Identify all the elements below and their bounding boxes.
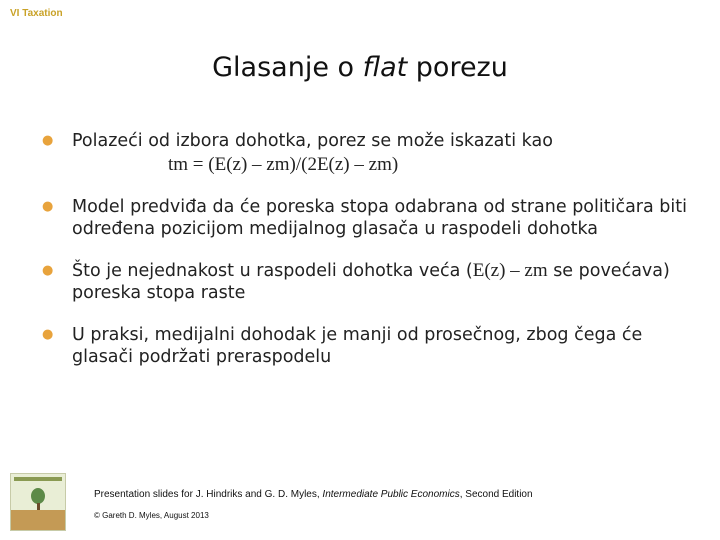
bullet-item — [40, 196, 700, 240]
credit-book: Intermediate Public Economics — [322, 489, 460, 500]
cover-ground — [11, 510, 65, 530]
bullet-text-after: se povećava) poreska stopa raste — [72, 261, 670, 303]
cover-tree — [31, 488, 45, 504]
bullet-dot-icon: ● — [42, 199, 54, 214]
section-tag: VI Taxation — [10, 8, 63, 19]
bullet-dot-icon: ● — [42, 133, 54, 148]
credit-prefix: Presentation slides for J. Hindriks and G. D. Myles, — [94, 489, 323, 500]
bullet-dot-icon: ● — [42, 327, 54, 342]
title-prefix: Glasanje o — [212, 52, 363, 83]
bullet-text-before: Što je nejednakost u raspodeli dohotka veća ( — [72, 261, 473, 281]
credit-suffix: , Second Edition — [459, 489, 533, 500]
title-italic: flat — [362, 52, 408, 83]
footer-copyright: © Gareth D. Myles, August 2013 — [94, 511, 209, 520]
bullet-text: Model predviđa da će poreska stopa odabrana od strane političara biti određena pozicijom medijalnog glasača u raspodeli dohotka — [72, 197, 687, 239]
bullet-item — [40, 324, 700, 368]
bullet-text: U praksi, medijalni dohodak je manji od prosečnog, zbog čega će glasači podržati preraspodelu — [72, 325, 643, 367]
book-cover-icon — [10, 473, 66, 531]
tax-formula: tm = (E(z) – zm)/(2E(z) – zm) — [168, 154, 399, 175]
bullet-item — [40, 130, 700, 176]
bullet-item — [40, 260, 700, 304]
inline-math: E(z) – zm — [472, 260, 548, 281]
bullet-dot-icon: ● — [42, 263, 54, 278]
cover-title-band — [14, 477, 62, 481]
bullet-text: Polazeći od izbora dohotka, porez se može iskazati kao — [72, 131, 553, 151]
bullet-list — [40, 130, 700, 388]
slide-title — [0, 52, 720, 83]
title-suffix: porezu — [407, 52, 508, 83]
footer-credit — [94, 489, 533, 500]
